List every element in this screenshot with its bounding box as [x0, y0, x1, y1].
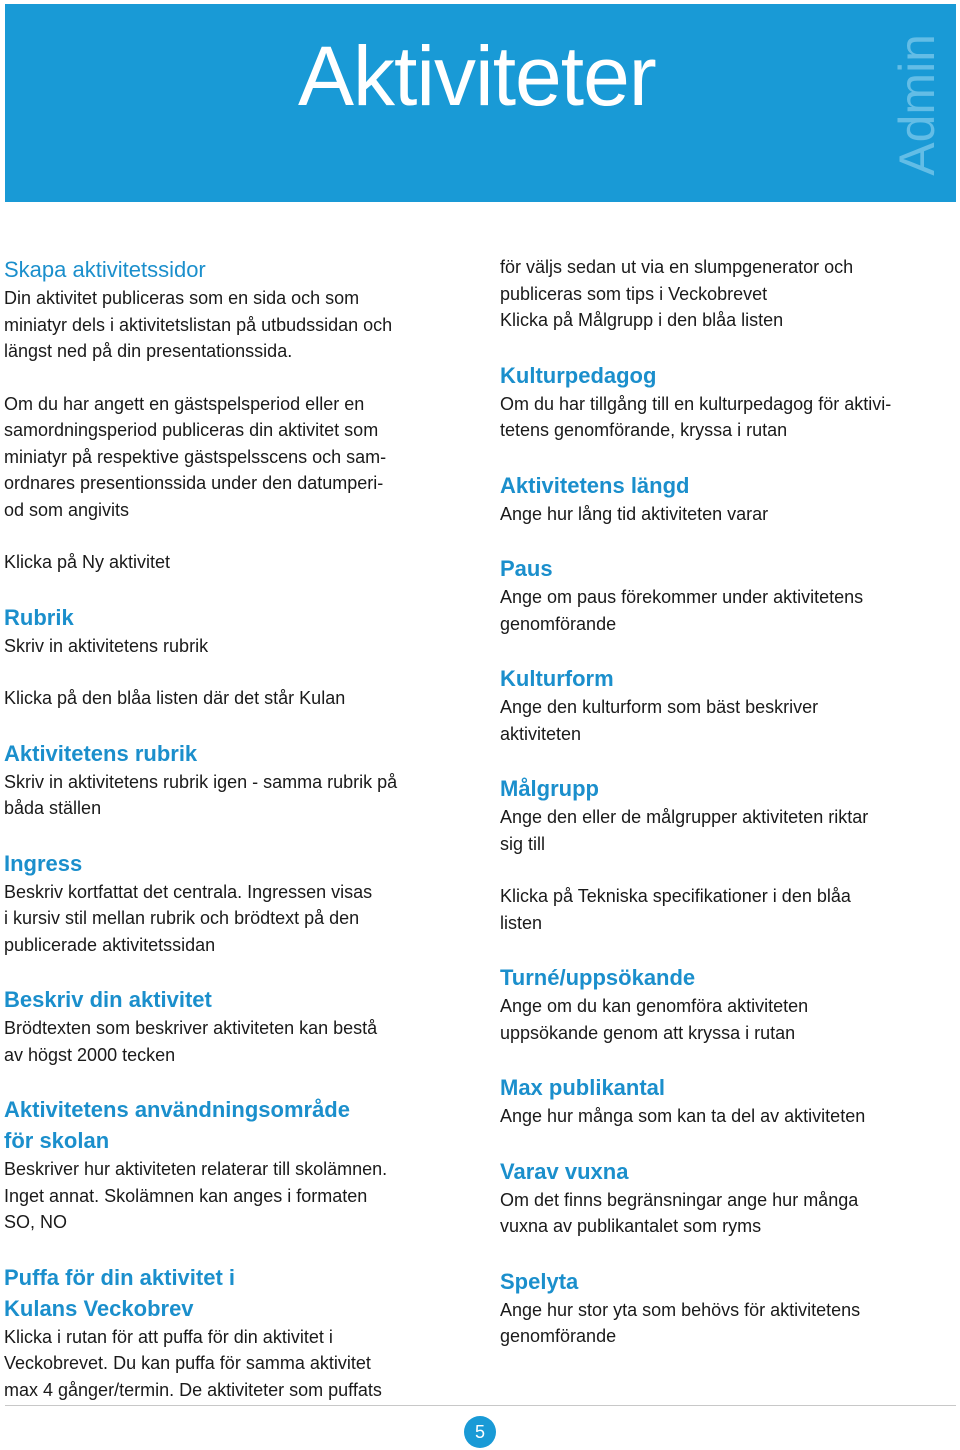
section: [4, 685, 464, 712]
section-heading: Spelyta: [500, 1268, 579, 1294]
body-text-line: Brödtexten som beskriver aktiviteten kan bestå: [4, 1018, 378, 1038]
body-text-line: Om du har angett en gästspelsperiod eller en: [4, 393, 365, 414]
body-text-line: od som angivits: [4, 499, 130, 520]
body-text-line: samordningsperiod publiceras din aktivitet som: [4, 420, 379, 440]
section: [500, 360, 950, 444]
section: [500, 553, 950, 637]
left-column: [4, 254, 464, 1429]
section: [500, 962, 950, 1046]
body-text-line: Skriv in aktivitetens rubrik: [4, 635, 209, 656]
body-text-line: för väljs sedan ut via en slumpgenerator och: [500, 257, 854, 277]
section-heading: Max publikantal: [500, 1075, 666, 1100]
body-text-line: ordnares presentionssida under den datumperi-: [4, 473, 384, 493]
body-text-line: miniatyr på respektive gästspelsscens och sam-: [4, 446, 387, 467]
body-text-line: SO, NO: [4, 1212, 68, 1232]
section: [500, 1266, 950, 1350]
page-number: 5: [464, 1416, 496, 1448]
body-text-line: båda ställen: [4, 798, 102, 818]
section-label: Admin: [889, 34, 945, 176]
body-text-line: av högst 2000 tecken: [4, 1044, 176, 1065]
body-text-line: Skriv in aktivitetens rubrik igen - samma rubrik på: [4, 771, 398, 792]
section: [4, 391, 464, 524]
body-text-line: Din aktivitet publiceras som en sida och som: [4, 288, 360, 308]
section-heading: Paus: [500, 556, 553, 581]
body-text-line: max 4 gånger/termin. De aktiviteter som puffats: [4, 1379, 382, 1400]
body-text-line: Om du har tillgång till en kulturpedagog för aktivi-: [500, 393, 892, 414]
section: [4, 254, 464, 365]
section: [4, 848, 464, 959]
body-text-line: sig till: [500, 833, 546, 854]
section-heading: Målgrupp: [500, 776, 599, 801]
section: [500, 773, 950, 857]
section: [4, 984, 464, 1068]
page-title: Aktiviteter: [298, 29, 656, 123]
body-text-line: Ange den eller de målgrupper aktiviteten riktar: [500, 807, 869, 827]
body-text-line: vuxna av publikantalet som ryms: [500, 1216, 762, 1236]
body-text-line: genomförande: [500, 613, 617, 634]
section-heading: Skapa aktivitetssidor: [4, 257, 206, 282]
section-heading: Aktivitetens användningsområde för skolan: [4, 1097, 350, 1153]
body-text-line: listen: [500, 912, 543, 933]
body-text-line: Inget annat. Skolämnen kan anges i formaten: [4, 1185, 368, 1206]
body-text-line: Veckobrevet. Du kan puffa för samma aktivitet: [4, 1353, 371, 1373]
body-text-line: Klicka på Ny aktivitet: [4, 552, 171, 572]
section: [4, 1094, 464, 1236]
body-text-line: Ange hur många som kan ta del av aktiviteten: [500, 1106, 866, 1126]
section: [4, 549, 464, 576]
section-heading: Aktivitetens rubrik: [4, 740, 198, 766]
body-text-line: Ange om paus förekommer under aktivitetens: [500, 587, 864, 607]
section-heading: Varav vuxna: [500, 1158, 629, 1184]
body-text-line: uppsökande genom att kryssa i rutan: [500, 1022, 796, 1043]
body-text-line: miniatyr dels i aktivitetslistan på utbudssidan och: [4, 314, 393, 335]
body-text-line: aktiviteten: [500, 723, 582, 744]
body-text-line: Ange om du kan genomföra aktiviteten: [500, 996, 809, 1016]
section-heading: Turné/uppsökande: [500, 965, 696, 990]
section: [500, 470, 950, 528]
body-text-line: tetens genomförande, kryssa i rutan: [500, 420, 788, 440]
body-text-line: Klicka i rutan för att puffa för din aktivitet i: [4, 1326, 333, 1347]
right-column: [500, 254, 950, 1376]
body-text-line: Ange den kulturform som bäst beskriver: [500, 697, 819, 717]
section-heading: Kulturpedagog: [500, 362, 657, 388]
footer-divider: [5, 1405, 956, 1406]
section: [4, 602, 464, 660]
section: [500, 663, 950, 747]
section: [500, 1072, 950, 1130]
body-text-line: genomförande: [500, 1326, 617, 1346]
body-text-line: Om det finns begränsningar ange hur många: [500, 1189, 859, 1210]
body-text-line: Ange hur lång tid aktiviteten varar: [500, 503, 769, 524]
body-text-line: publiceras som tips i Veckobrevet: [500, 283, 768, 304]
body-text-line: Beskriv kortfattat det centrala. Ingressen visas: [4, 881, 373, 902]
section: [500, 254, 950, 334]
section: [4, 1262, 464, 1404]
section: [4, 738, 464, 822]
section: [500, 1156, 950, 1240]
section-heading: Puffa för din aktivitet i Kulans Veckobrev: [4, 1264, 236, 1321]
body-text-line: publicerade aktivitetssidan: [4, 934, 216, 955]
section: [500, 883, 950, 936]
body-text-line: Klicka på Målgrupp i den blåa listen: [500, 310, 784, 330]
page-header: [5, 4, 956, 202]
body-text-line: längst ned på din presentationssida.: [4, 341, 293, 361]
body-text-line: Klicka på Tekniska specifikationer i den blåa: [500, 886, 851, 906]
body-text-line: Beskriver hur aktiviteten relaterar till skolämnen.: [4, 1159, 388, 1179]
section-heading: Ingress: [4, 850, 83, 876]
section-heading: Aktivitetens längd: [500, 472, 690, 498]
body-text-line: i kursiv stil mellan rubrik och brödtext på den: [4, 908, 360, 928]
body-text-line: Ange hur stor yta som behövs för aktivitetens: [500, 1299, 861, 1320]
section-heading: Kulturform: [500, 666, 614, 691]
section-heading: Rubrik: [4, 604, 74, 630]
section-heading: Beskriv din aktivitet: [4, 987, 212, 1012]
body-text-line: Klicka på den blåa listen där det står Kulan: [4, 688, 346, 708]
